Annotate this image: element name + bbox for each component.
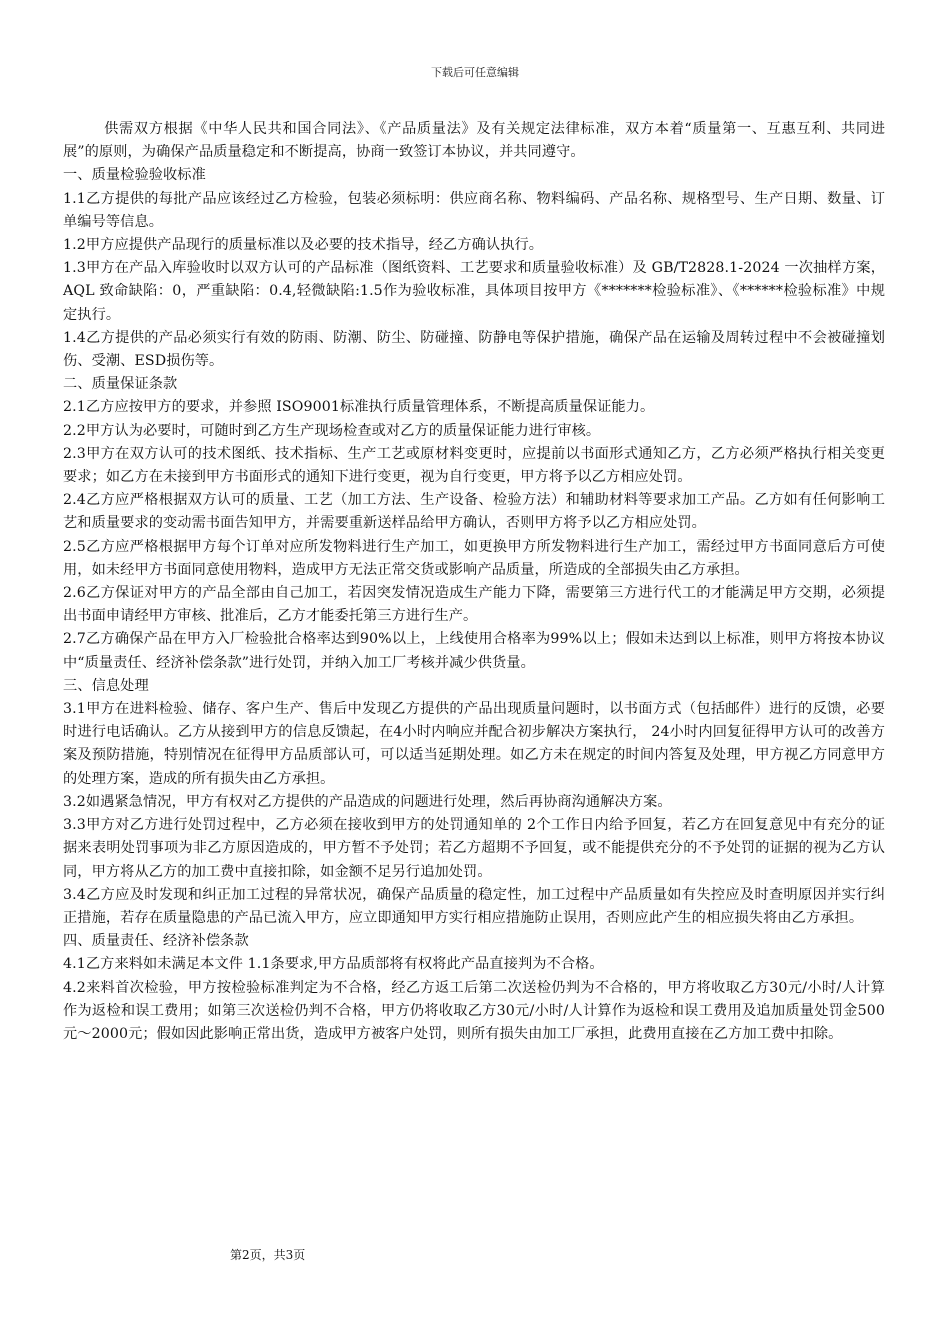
clause-2-7: 2.7乙方确保产品在甲方入厂检验批合格率达到90%以上，上线使用合格率为99%以上；假如未达到以上标准，则甲方将按本协议中“质量责任、经济补偿条款”进行处罚，并纳入加工厂考核并减少供货量。: [63, 631, 885, 671]
clause-4-1: 4.1乙方来料如未满足本文件 1.1条要求,甲方品质部将有权将此产品直接判为不合格。: [63, 956, 604, 973]
page-number: 第2页，共3页: [230, 1248, 306, 1262]
clause-2-3: 2.3甲方在双方认可的技术图纸、技术指标、生产工艺或原材料变更时，应提前以书面形式通知乙方，乙方必须严格执行相关变更要求；如乙方在未接到甲方书面形式的通知下进行变更，视为自行变更，甲方将予以乙方相应处罚。: [63, 445, 885, 486]
document-body: [63, 118, 885, 1046]
section-heading-1: 一、质量检验验收标准: [63, 167, 206, 184]
clause-2-2: 2.2甲方认为必要时，可随时到乙方生产现场检查或对乙方的质量保证能力进行审核。: [63, 422, 601, 439]
clause-1-3: 1.3甲方在产品入库验收时以双方认可的产品标准（图纸资料、工艺要求和质量验收标准）及 GB/T2828.1-2024 一次抽样方案，AQL 致命缺陷：0，严重缺陷：0.4,轻微缺陷:1.5作为验收标准，具体项目按甲方《*******检验标准》、《******检验标准》中规定执行。: [63, 260, 885, 323]
clause-3-2: 3.2如遇紧急情况，甲方有权对乙方提供的产品造成的问题进行处理，然后再协商沟通解决方案。: [63, 793, 672, 810]
clause-1-4: 1.4乙方提供的产品必须实行有效的防雨、防潮、防尘、防碰撞、防静电等保护措施，确保产品在运输及周转过程中不会被碰撞划伤、受潮、ESD损伤等。: [63, 329, 885, 370]
clause-3-1: 3.1甲方在进料检验、储存、客户生产、售后中发现乙方提供的产品出现质量问题时，以书面方式（包括邮件）进行的反馈，必要时进行电话确认。乙方从接到甲方的信息反馈起，在4小时内响应并配合初步解决方案执行， 24小时内回复征得甲方认可的改善方案及预防措施，特别情况在征得甲方品质部认可，可以适当延期处理。如乙方未在规定的时间内答复及处理，甲方视乙方同意甲方的处理方案，造成的所有损失由乙方承担。: [63, 701, 885, 787]
clause-2-1: 2.1乙方应按甲方的要求，并参照 ISO9001标准执行质量管理体系，不断提高质量保证能力。: [63, 399, 655, 416]
intro-paragraph: 供需双方根据《中华人民共和国合同法》、《产品质量法》及有关规定法律标准，双方本着“质量第一、互惠互利、共同进展”的原则，为确保产品质量稳定和不断提高，协商一致签订本协议，并共同遵守。: [63, 121, 885, 161]
clause-2-4: 2.4乙方应严格根据双方认可的质量、工艺（加工方法、生产设备、检验方法）和辅助材料等要求加工产品。乙方如有任何影响工艺和质量要求的变动需书面告知甲方，并需要重新送样品给甲方确认，否则甲方将予以乙方相应处罚。: [63, 492, 885, 532]
page-header: 下载后可任意编辑: [431, 66, 519, 79]
section-heading-3: 三、信息处理: [63, 677, 149, 694]
clause-4-2: 4.2来料首次检验，甲方按检验标准判定为不合格，经乙方返工后第二次送检仍判为不合格的，甲方将收取乙方30元/小时/人计算作为返检和误工费用；如第三次送检仍判不合格，甲方仍将收取乙方30元/小时/人计算作为返检和误工费用及追加质量处罚金500元～2000元；假如因此影响正常出货，造成甲方被客户处罚，则所有损失由加工厂承担，此费用直接在乙方加工费中扣除。: [63, 979, 885, 1042]
section-heading-4: 四、质量责任、经济补偿条款: [63, 933, 249, 950]
section-heading-2: 二、质量保证条款: [63, 376, 178, 393]
clause-2-5: 2.5乙方应严格根据甲方每个订单对应所发物料进行生产加工，如更换甲方所发物料进行生产加工，需经过甲方书面同意后方可使用，如未经甲方书面同意使用物料，造成甲方无法正常交货或影响产品质量，所造成的全部损失由乙方承担。: [63, 538, 885, 578]
clause-2-6: 2.6乙方保证对甲方的产品全部由自己加工，若因突发情况造成生产能力下降，需要第三方进行代工的才能满足甲方交期，必须提出书面申请经甲方审核、批准后，乙方才能委托第三方进行生产。: [63, 585, 885, 625]
clause-3-3: 3.3甲方对乙方进行处罚过程中，乙方必须在接收到甲方的处罚通知单的 2个工作日内给予回复，若乙方在回复意见中有充分的证据来表明处罚事项为非乙方原因造成的，甲方暂不予处罚；若乙方超期不予回复，或不能提供充分的不予处罚的证据的视为乙方认同，甲方将从乙方的加工费中直接扣除，如金额不足另行追加处罚。: [63, 817, 885, 880]
clause-1-2: 1.2甲方应提供产品现行的质量标准以及必要的技术指导，经乙方确认执行。: [63, 237, 544, 254]
clause-1-1: 1.1乙方提供的每批产品应该经过乙方检验，包装必须标明：供应商名称、物料编码、产品名称、规格型号、生产日期、数量、订单编号等信息。: [63, 190, 885, 230]
clause-3-4: 3.4乙方应及时发现和纠正加工过程的异常状况，确保产品质量的稳定性，加工过程中产品质量如有失控应及时查明原因并实行纠正措施，若存在质量隐患的产品已流入甲方，应立即通知甲方实行相应措施防止误用，否则应此产生的相应损失将由乙方承担。: [63, 886, 885, 926]
